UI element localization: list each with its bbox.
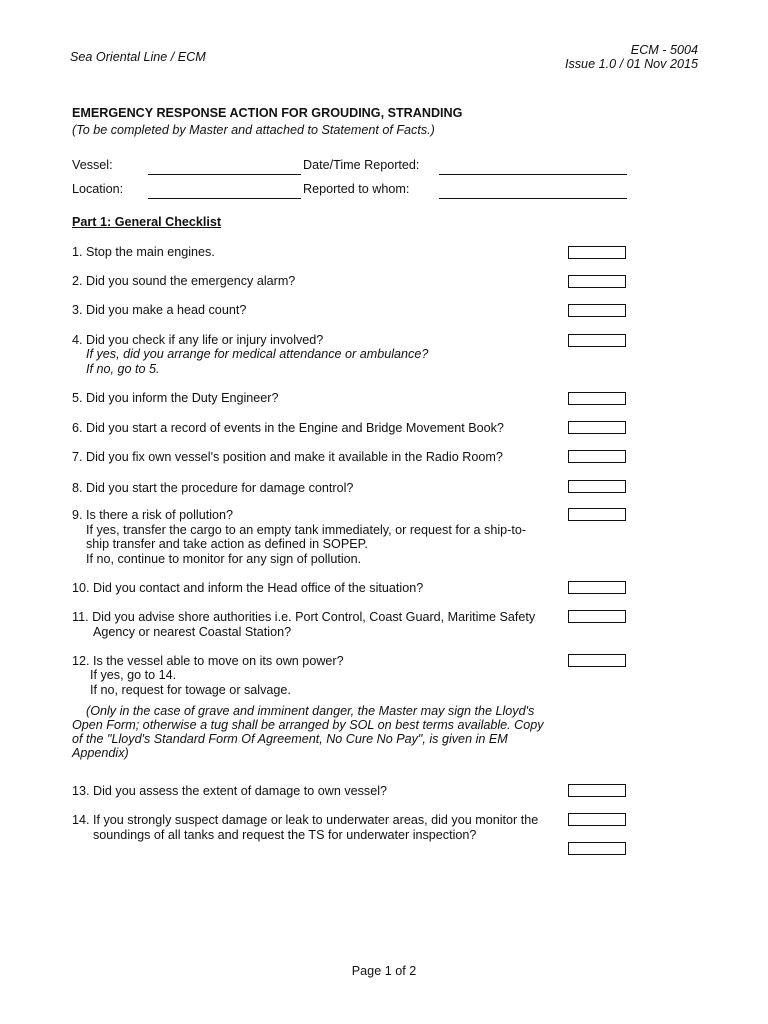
vessel-field[interactable]	[148, 174, 301, 175]
checklist-item-1: 1. Stop the main engines.	[72, 245, 215, 259]
reported-label: Reported to whom:	[303, 182, 410, 196]
checklist-item-13: 13. Did you assess the extent of damage to own vessel?	[72, 784, 388, 798]
checkbox-item-1[interactable]	[568, 246, 626, 259]
lloyds-note-line-1: (Only in the case of grave and imminent danger, the Master may sign the Lloyd's	[86, 704, 535, 718]
datetime-label: Date/Time Reported:	[303, 158, 420, 172]
page-subtitle: (To be completed by Master and attached to Statement of Facts.)	[72, 123, 435, 137]
checklist-item-8: 8. Did you start the procedure for damage control?	[72, 481, 354, 495]
lloyds-note-line-4: Appendix)	[72, 746, 129, 760]
checklist-item-11-cont: Agency or nearest Coastal Station?	[93, 625, 292, 639]
checklist-item-4: 4. Did you check if any life or injury involved?	[72, 333, 324, 347]
checkbox-item-11[interactable]	[568, 610, 626, 623]
checklist-item-3: 3. Did you make a head count?	[72, 303, 247, 317]
checklist-item-12-no: If no, request for towage or salvage.	[90, 683, 291, 697]
checkbox-item-10[interactable]	[568, 581, 626, 594]
checklist-item-9-yes-cont: ship transfer and take action as defined in SOPEP.	[86, 537, 368, 551]
checklist-item-12: 12. Is the vessel able to move on its own power?	[72, 654, 344, 668]
part1-heading: Part 1: General Checklist	[72, 215, 222, 229]
datetime-field[interactable]	[439, 174, 627, 175]
checkbox-item-7[interactable]	[568, 450, 626, 463]
lloyds-note-line-2: Open Form; otherwise a tug shall be arranged by SOL on best terms available. Copy	[72, 718, 544, 732]
checkbox-item-12[interactable]	[568, 654, 626, 667]
lloyds-note-line-3: of the "Lloyd's Standard Form Of Agreement, No Cure No Pay", is given in EM	[72, 732, 508, 746]
page-title: EMERGENCY RESPONSE ACTION FOR GROUDING, STRANDING	[72, 106, 463, 120]
checkbox-item-4[interactable]	[568, 334, 626, 347]
checklist-item-2: 2. Did you sound the emergency alarm?	[72, 274, 296, 288]
location-label: Location:	[72, 182, 124, 196]
checklist-item-14: 14. If you strongly suspect damage or leak to underwater areas, did you monitor the	[72, 813, 539, 827]
checklist-item-9-no: If no, continue to monitor for any sign of pollution.	[86, 552, 362, 566]
checklist-item-11: 11. Did you advise shore authorities i.e. Port Control, Coast Guard, Maritime Safety	[72, 610, 536, 624]
checkbox-item-13[interactable]	[568, 784, 626, 797]
checklist-item-10: 10. Did you contact and inform the Head office of the situation?	[72, 581, 424, 595]
checkbox-item-5[interactable]	[568, 392, 626, 405]
checklist-item-4-yes: If yes, did you arrange for medical attendance or ambulance?	[86, 347, 429, 361]
checklist-item-4-no: If no, go to 5.	[86, 362, 160, 376]
checkbox-item-3[interactable]	[568, 304, 626, 317]
checklist-item-9: 9. Is there a risk of pollution?	[72, 508, 234, 522]
checklist-item-9-yes: If yes, transfer the cargo to an empty tank immediately, or request for a ship-to-	[86, 523, 527, 537]
checkbox-item-14[interactable]	[568, 813, 626, 826]
company-name: Sea Oriental Line / ECM	[70, 50, 206, 64]
page-number: Page 1 of 2	[351, 964, 417, 978]
checkbox-item-6[interactable]	[568, 421, 626, 434]
checkbox-item-14-extra[interactable]	[568, 842, 626, 855]
checklist-item-12-yes: If yes, go to 14.	[90, 668, 177, 682]
document-code: ECM - 5004	[630, 43, 698, 57]
checklist-item-6: 6. Did you start a record of events in the Engine and Bridge Movement Book?	[72, 421, 504, 435]
checkbox-item-8[interactable]	[568, 480, 626, 493]
checklist-item-7: 7. Did you fix own vessel's position and make it available in the Radio Room?	[72, 450, 503, 464]
checkbox-item-9[interactable]	[568, 508, 626, 521]
checklist-item-14-cont: soundings of all tanks and request the TS for underwater inspection?	[93, 828, 477, 842]
checkbox-item-2[interactable]	[568, 275, 626, 288]
issue-date: Issue 1.0 / 01 Nov 2015	[564, 57, 698, 71]
checklist-item-5: 5. Did you inform the Duty Engineer?	[72, 391, 279, 405]
location-field[interactable]	[148, 198, 301, 199]
reported-field[interactable]	[439, 198, 627, 199]
vessel-label: Vessel:	[72, 158, 113, 172]
